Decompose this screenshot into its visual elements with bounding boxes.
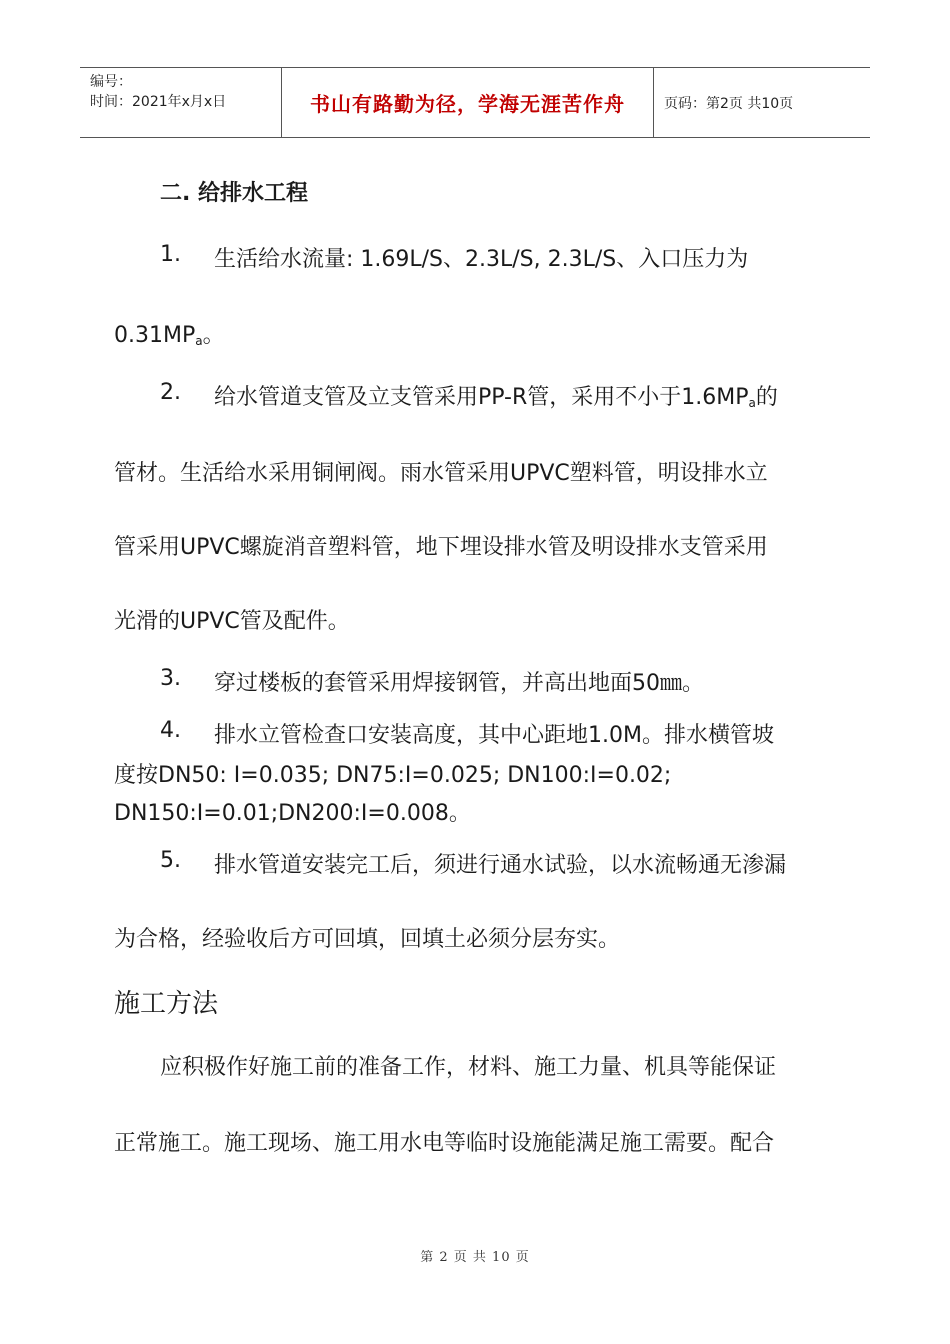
paragraph-line-2: 正常施工。施工现场、施工用水电等临时设施能满足施工需要。配合 [114,1131,775,1156]
item-2-line-4: 光滑的UPVC管及配件。 [114,609,350,634]
item-4-number: 4. [160,718,181,743]
item-2-line-2: 管材。生活给水采用铜闸阀。雨水管采用UPVC塑料管，明设排水立 [114,461,768,486]
item-1-line-2 [114,318,225,349]
header-page-info: 页码：第2页 共10页 [664,95,794,112]
item-2-line-1-b: 的 [755,385,778,410]
item-2-line-1-sub: a [748,396,756,410]
item-3-line-1: 穿过楼板的套管采用焊接钢管，并高出地面50㎜。 [214,671,704,696]
item-5-line-2: 为合格，经验收后方可回填，回填土必须分层夯实。 [114,927,621,952]
item-2-number: 2. [160,380,181,405]
item-3-number: 3. [160,666,181,691]
item-5-number: 5. [160,848,181,873]
header-meta [80,68,282,137]
item-1-pressure-sub: a [195,334,203,348]
item-2-line-3: 管采用UPVC螺旋消音塑料管，地下埋设排水管及明设排水支管采用 [114,535,768,560]
item-4-line-3: DN150:I=0.01;DN200:I=0.008。 [114,801,471,826]
item-1-pressure: 0.31MP [114,323,196,348]
paragraph-line-1: 应积极作好施工前的准备工作，材料、施工力量、机具等能保证 [160,1055,777,1080]
page-footer: 第 2 页 共 10 页 [420,1250,530,1265]
page-header [80,67,870,138]
item-2-line-1 [214,380,778,411]
item-1-number: 1. [160,242,181,267]
section-title-construction: 施工方法 [114,989,219,1019]
item-5-line-1: 排水管道安装完工后，须进行通水试验，以水流畅通无渗漏 [214,853,787,878]
section-heading-water: 二. 给排水工程 [160,181,309,206]
serial-label: 编号： [90,74,132,90]
item-1-line-2-end: 。 [202,323,225,348]
item-2-line-1-a: 给水管道支管及立支管采用PP-R管，采用不小于1.6MP [214,385,749,410]
item-1-line-1: 生活给水流量: 1.69L/S、2.3L/S, 2.3L/S、入口压力为 [214,247,749,272]
date-label: 时间：2021年x月x日 [90,94,227,110]
header-motto: 书山有路勤为径，学海无涯苦作舟 [282,68,654,137]
item-4-line-2: 度按DN50: I=0.035; DN75:I=0.025; DN100:I=0.02; [114,763,672,788]
item-4-line-1: 排水立管检查口安装高度，其中心距地1.0M。排水横管坡 [214,723,774,748]
